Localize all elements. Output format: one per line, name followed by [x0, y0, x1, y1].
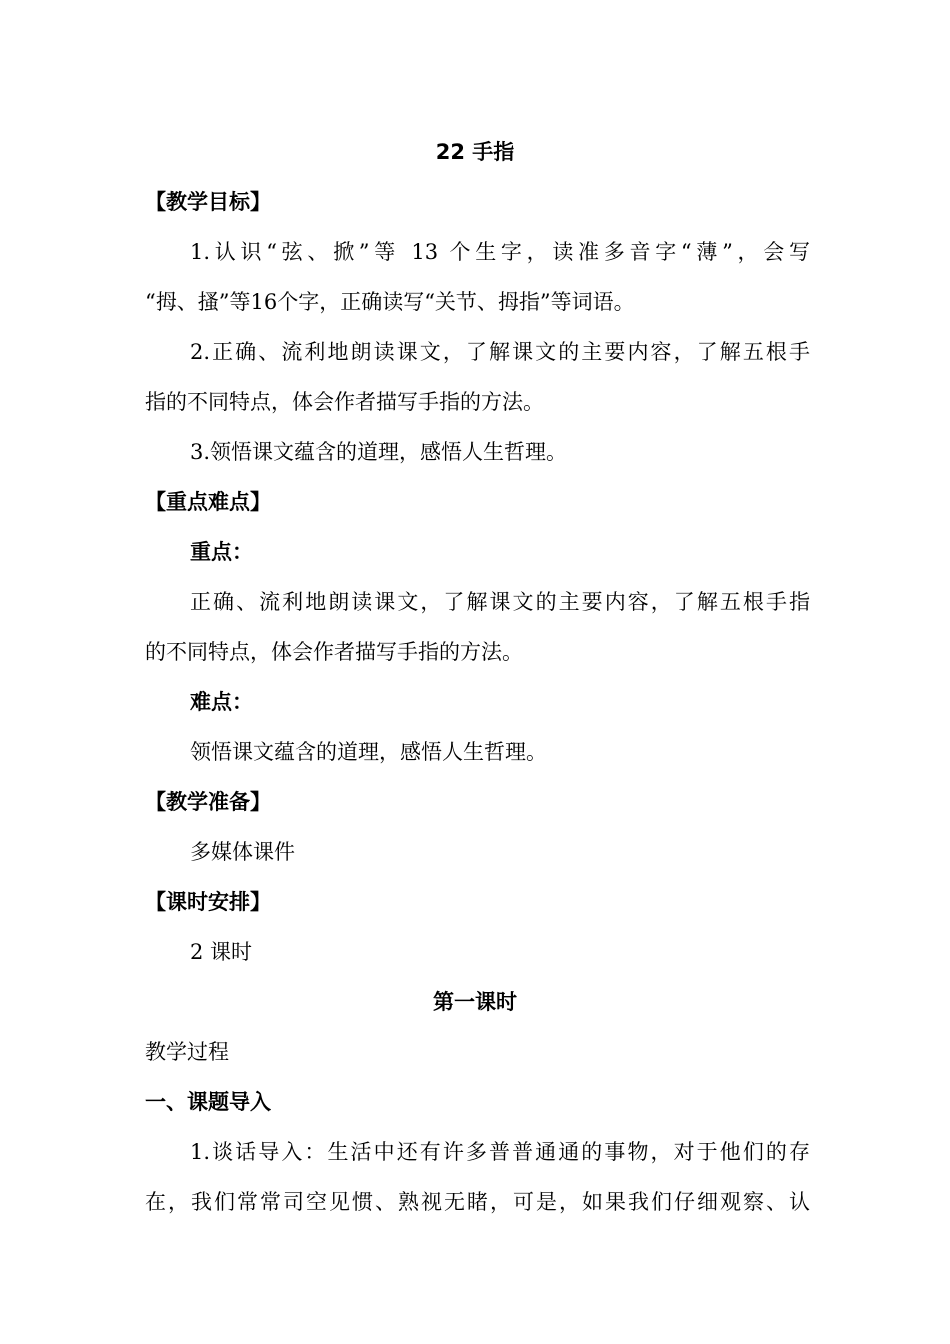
goal-2-line-1: 2.正确、流利地朗读课文，了解课文的主要内容，了解五根手 [190, 340, 810, 364]
lesson-title: 第一课时 [433, 990, 517, 1014]
teaching-prep-text: 多媒体课件 [190, 840, 295, 864]
goal-1-line-2: “拇、搔”等16个字，正确读写“关节、拇指”等词语。 [145, 290, 635, 314]
page-title: 22 手指 [435, 140, 515, 164]
process-label: 教学过程 [145, 1040, 229, 1064]
schedule-text: 2 课时 [190, 940, 253, 964]
heading-schedule: 【课时安排】 [145, 890, 271, 914]
difficult-point-label: 难点： [190, 690, 253, 714]
key-point-label: 重点： [190, 540, 253, 564]
difficult-point-text: 领悟课文蕴含的道理，感悟人生哲理。 [190, 740, 547, 764]
part-1-line-1: 1.谈话导入：生活中还有许多普普通通的事物，对于他们的存 [190, 1140, 810, 1164]
part-1-heading: 一、课题导入 [145, 1090, 271, 1114]
heading-teaching-prep: 【教学准备】 [145, 790, 271, 814]
goal-3: 3.领悟课文蕴含的道理，感悟人生哲理。 [190, 440, 568, 464]
heading-key-points: 【重点难点】 [145, 490, 271, 514]
heading-teaching-goals: 【教学目标】 [145, 190, 271, 214]
goal-1-line-1: 1.认识“弦、掀”等 13 个生字，读准多音字“薄”，会写 [190, 240, 810, 264]
key-point-line-2: 的不同特点，体会作者描写手指的方法。 [145, 640, 523, 664]
key-point-line-1: 正确、流利地朗读课文，了解课文的主要内容，了解五根手指 [190, 590, 810, 614]
goal-2-line-2: 指的不同特点，体会作者描写手指的方法。 [145, 390, 544, 414]
part-1-line-2: 在，我们常常司空见惯、熟视无睹，可是，如果我们仔细观察、认 [145, 1190, 810, 1214]
